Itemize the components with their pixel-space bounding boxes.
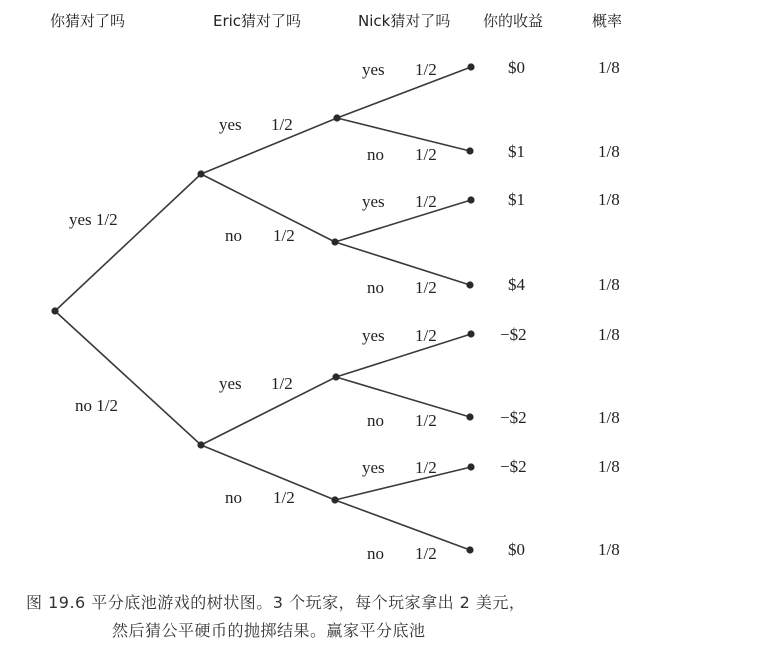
prob-2: 1/8 <box>598 142 620 161</box>
payoff-8: $0 <box>508 540 525 559</box>
branch-prob-nick-no-3: 1/2 <box>415 411 437 430</box>
branch-prob-eric-yes-2: 1/2 <box>271 374 293 393</box>
payoff-4: $4 <box>508 275 525 294</box>
branch-prob-eric-no-2: 1/2 <box>273 488 295 507</box>
branch-prob-nick-yes-2: 1/2 <box>415 192 437 211</box>
prob-8: 1/8 <box>598 540 620 559</box>
branch-label-nick-no-1: no <box>367 145 384 164</box>
prob-6: 1/8 <box>598 408 620 427</box>
node-nick-3 <box>332 373 339 380</box>
branch-label-eric-yes-2: yes <box>219 374 242 393</box>
payoff-6: −$2 <box>500 408 527 427</box>
branch-prob-nick-no-1: 1/2 <box>415 145 437 164</box>
edge-leaf-2 <box>337 118 470 151</box>
branch-prob-nick-yes-3: 1/2 <box>415 326 437 345</box>
branch-prob-eric-no: 1/2 <box>273 226 295 245</box>
payoff-7: −$2 <box>500 457 527 476</box>
edge-leaf-3 <box>335 200 471 242</box>
leaf-3 <box>467 196 474 203</box>
payoff-1: $0 <box>508 58 525 77</box>
prob-3: 1/8 <box>598 190 620 209</box>
branch-label-nick-no-2: no <box>367 278 384 297</box>
branch-label-nick-yes-4: yes <box>362 458 385 477</box>
header-payoff: 你的收益 <box>483 12 544 30</box>
branch-prob-nick-yes-1: 1/2 <box>415 60 437 79</box>
prob-4: 1/8 <box>598 275 620 294</box>
leaf-6 <box>466 413 473 420</box>
branch-prob-nick-no-4: 1/2 <box>415 544 437 563</box>
node-eric-no <box>197 441 204 448</box>
edge-root-eric-yes <box>55 174 201 311</box>
edge-leaf-7 <box>335 467 471 500</box>
node-nick-2 <box>331 238 338 245</box>
edge-root-eric-no <box>55 311 201 445</box>
edge-leaf-4 <box>335 242 470 285</box>
edge-ey-nick-no <box>201 174 335 242</box>
branch-label-eric-yes: yes <box>219 115 242 134</box>
node-eric-yes <box>197 170 204 177</box>
edge-leaf-8 <box>335 500 470 550</box>
header-you: 你猜对了吗 <box>50 12 126 30</box>
payoff-5: −$2 <box>500 325 527 344</box>
branch-prob-nick-yes-4: 1/2 <box>415 458 437 477</box>
prob-7: 1/8 <box>598 457 620 476</box>
branch-label-nick-yes-3: yes <box>362 326 385 345</box>
leaf-2 <box>466 147 473 154</box>
branch-label-you-yes: yes 1/2 <box>69 210 118 229</box>
leaf-8 <box>466 546 473 553</box>
branch-prob-eric-yes: 1/2 <box>271 115 293 134</box>
figure-caption-line-2: 然后猜公平硬币的抛掷结果。赢家平分底池 <box>112 621 426 640</box>
branch-prob-nick-no-2: 1/2 <box>415 278 437 297</box>
prob-5: 1/8 <box>598 325 620 344</box>
branch-label-nick-no-3: no <box>367 411 384 430</box>
payoff-2: $1 <box>508 142 525 161</box>
leaf-1 <box>467 63 474 70</box>
node-root <box>51 307 58 314</box>
leaf-5 <box>467 330 474 337</box>
header-eric: Eric猜对了吗 <box>213 12 302 30</box>
branch-label-nick-yes-2: yes <box>362 192 385 211</box>
node-nick-1 <box>333 114 340 121</box>
header-nick: Nick猜对了吗 <box>358 12 451 30</box>
edge-leaf-1 <box>337 67 471 118</box>
header-prob: 概率 <box>592 12 623 30</box>
prob-1: 1/8 <box>598 58 620 77</box>
figure-caption-line-1: 图 19.6 平分底池游戏的树状图。3 个玩家，每个玩家拿出 2 美元， <box>26 593 526 612</box>
node-nick-4 <box>331 496 338 503</box>
payoff-3: $1 <box>508 190 525 209</box>
branch-label-nick-yes-1: yes <box>362 60 385 79</box>
branch-label-you-no: no 1/2 <box>75 396 118 415</box>
edge-en-nick-no <box>201 445 335 500</box>
branch-label-eric-no-2: no <box>225 488 242 507</box>
leaf-4 <box>466 281 473 288</box>
edge-leaf-6 <box>336 377 470 417</box>
edge-leaf-5 <box>336 334 471 377</box>
leaf-7 <box>467 463 474 470</box>
branch-label-nick-no-4: no <box>367 544 384 563</box>
branch-label-eric-no: no <box>225 226 242 245</box>
